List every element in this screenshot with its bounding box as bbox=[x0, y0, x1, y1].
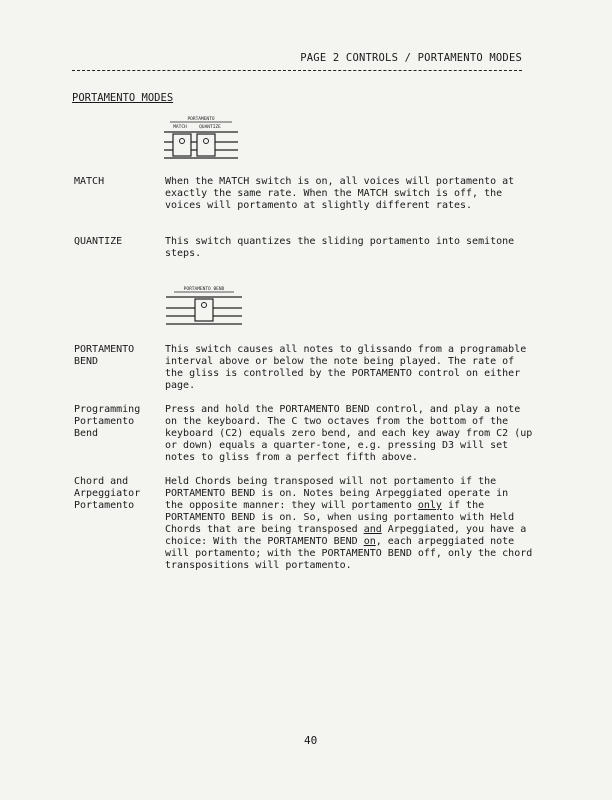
page-header: PAGE 2 CONTROLS / PORTAMENTO MODES bbox=[300, 52, 522, 64]
programming-description: Press and hold the PORTAMENTO BEND control, and play a note on the keyboard. The C two octaves from the bottom of the keyboard (C2) equals zero bend, and each key away from C2 (up or down) equals a quarter-tone, e.g. pressing D3 will set notes to gliss from a perfect fifth above. bbox=[165, 404, 533, 463]
section-title: PORTAMENTO MODES bbox=[72, 92, 174, 104]
programming-label: Programming Portamento Bend bbox=[74, 404, 141, 439]
page-number: 40 bbox=[304, 734, 318, 747]
header-divider bbox=[72, 70, 522, 71]
diagram-match-label: MATCH bbox=[173, 125, 187, 130]
emphasis-only: only bbox=[417, 500, 442, 511]
chord-label: Chord and Arpeggiator Portamento bbox=[74, 476, 141, 511]
diagram-bend-title: PORTAMENTO BEND bbox=[183, 287, 225, 292]
portamento-switch-diagram bbox=[160, 114, 242, 162]
quantize-description: This switch quantizes the sliding portamento into semitone steps. bbox=[165, 236, 515, 259]
match-label: MATCH bbox=[74, 176, 105, 187]
bend-label: PORTAMENTO BEND bbox=[74, 344, 135, 367]
diagram-title: PORTAMENTO bbox=[187, 117, 215, 122]
chord-description: Held Chords being transposed will not portamento if the PORTAMENTO BEND is on. Notes being Arpeggiated operate in the opposite manner: they will portamento only if the PORTAMENTO BEND is on. So, when using portamento with Held Chords that are being transposed and Arpeggiated, you have a choice: With the PORTAMENTO BEND on, each arpeggiated note will portamento; with the PORTAMENTO BEND off, only the chord transpositions will portamento. bbox=[165, 476, 533, 571]
quantize-switch-icon bbox=[197, 134, 215, 156]
bend-description: This switch causes all notes to glissando from a programable interval above or below the note being played. The rate of the gliss is controlled by the PORTAMENTO control on either page. bbox=[165, 344, 527, 391]
diagram-quantize-label: QUANTIZE bbox=[199, 125, 221, 130]
emphasis-on: on bbox=[363, 536, 376, 547]
match-description: When the MATCH switch is on, all voices will portamento at exactly the same rate. When the MATCH switch is off, the voices will portamento at slightly different rates. bbox=[165, 176, 515, 211]
emphasis-and: and bbox=[363, 524, 382, 535]
quantize-label: QUANTIZE bbox=[74, 236, 123, 247]
match-switch-icon bbox=[173, 134, 191, 156]
portamento-bend-diagram bbox=[164, 283, 244, 329]
